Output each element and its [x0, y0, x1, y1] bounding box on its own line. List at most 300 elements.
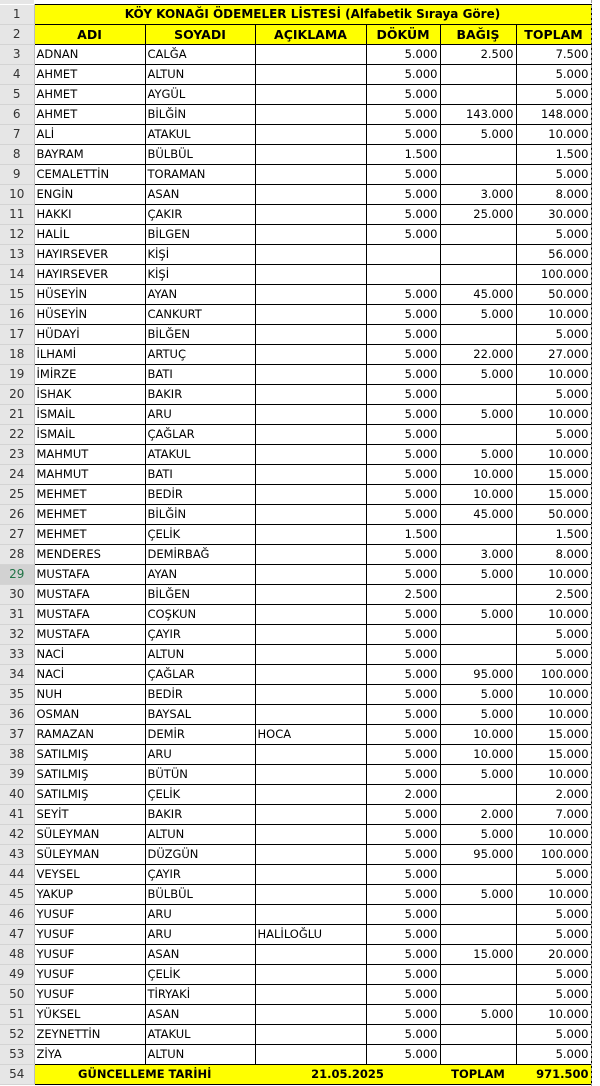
cell-bagis[interactable] [440, 225, 516, 245]
cell-bagis[interactable] [440, 165, 516, 185]
cell-soyadi[interactable]: ATAKUL [145, 445, 255, 465]
cell-dokum[interactable]: 5.000 [366, 925, 440, 945]
row-number[interactable]: 42 [0, 825, 34, 845]
cell-aciklama[interactable] [255, 445, 366, 465]
cell-soyadi[interactable]: ARU [145, 905, 255, 925]
cell-toplam[interactable]: 5.000 [516, 645, 591, 665]
row-number[interactable]: 38 [0, 745, 34, 765]
cell-bagis[interactable]: 5.000 [440, 365, 516, 385]
cell-bagis[interactable]: 5.000 [440, 705, 516, 725]
cell-adi[interactable]: HAYIRSEVER [34, 265, 145, 285]
cell-aciklama[interactable] [255, 985, 366, 1005]
cell-toplam[interactable]: 100.000 [516, 265, 591, 285]
cell-adi[interactable]: SATILMIŞ [34, 745, 145, 765]
cell-aciklama[interactable] [255, 965, 366, 985]
cell-soyadi[interactable]: KİŞİ [145, 265, 255, 285]
cell-aciklama[interactable] [255, 885, 366, 905]
cell-toplam[interactable]: 10.000 [516, 705, 591, 725]
cell-soyadi[interactable]: ALTUN [145, 65, 255, 85]
cell-adi[interactable]: HÜDAYİ [34, 325, 145, 345]
cell-bagis[interactable] [440, 985, 516, 1005]
cell-soyadi[interactable]: ALTUN [145, 1045, 255, 1065]
cell-aciklama[interactable] [255, 1025, 366, 1045]
cell-soyadi[interactable]: ÇELİK [145, 785, 255, 805]
cell-adi[interactable]: HÜSEYİN [34, 285, 145, 305]
column-header-aciklama[interactable]: AÇIKLAMA [255, 25, 366, 45]
cell-toplam[interactable]: 8.000 [516, 545, 591, 565]
cell-adi[interactable]: İSHAK [34, 385, 145, 405]
cell-dokum[interactable]: 5.000 [366, 505, 440, 525]
cell-dokum[interactable]: 5.000 [366, 605, 440, 625]
cell-aciklama[interactable] [255, 845, 366, 865]
update-date-value[interactable]: 21.05.2025 [255, 1065, 440, 1085]
cell-dokum[interactable]: 2.500 [366, 585, 440, 605]
cell-adi[interactable]: AHMET [34, 105, 145, 125]
row-number[interactable]: 24 [0, 465, 34, 485]
cell-bagis[interactable] [440, 65, 516, 85]
cell-toplam[interactable]: 10.000 [516, 685, 591, 705]
cell-adi[interactable]: YUSUF [34, 985, 145, 1005]
cell-adi[interactable]: YUSUF [34, 925, 145, 945]
cell-aciklama[interactable] [255, 1045, 366, 1065]
cell-soyadi[interactable]: BİLĞİN [145, 505, 255, 525]
row-number[interactable]: 31 [0, 605, 34, 625]
cell-dokum[interactable]: 5.000 [366, 825, 440, 845]
cell-aciklama[interactable] [255, 405, 366, 425]
cell-dokum[interactable]: 5.000 [366, 485, 440, 505]
row-number[interactable]: 20 [0, 385, 34, 405]
cell-aciklama[interactable] [255, 45, 366, 65]
cell-toplam[interactable]: 5.000 [516, 65, 591, 85]
cell-adi[interactable]: ALİ [34, 125, 145, 145]
cell-toplam[interactable]: 5.000 [516, 85, 591, 105]
cell-dokum[interactable]: 5.000 [366, 445, 440, 465]
cell-soyadi[interactable]: TİRYAKİ [145, 985, 255, 1005]
cell-dokum[interactable]: 5.000 [366, 625, 440, 645]
cell-adi[interactable]: NACİ [34, 645, 145, 665]
cell-soyadi[interactable]: BEDİR [145, 685, 255, 705]
row-number[interactable]: 23 [0, 445, 34, 465]
cell-aciklama[interactable] [255, 465, 366, 485]
cell-dokum[interactable]: 5.000 [366, 1005, 440, 1025]
cell-dokum[interactable]: 5.000 [366, 765, 440, 785]
cell-soyadi[interactable]: DÜZGÜN [145, 845, 255, 865]
cell-dokum[interactable]: 5.000 [366, 1025, 440, 1045]
cell-bagis[interactable]: 10.000 [440, 725, 516, 745]
cell-dokum[interactable]: 5.000 [366, 965, 440, 985]
row-number[interactable]: 25 [0, 485, 34, 505]
cell-bagis[interactable] [440, 785, 516, 805]
cell-toplam[interactable]: 10.000 [516, 765, 591, 785]
row-number[interactable]: 50 [0, 985, 34, 1005]
row-number[interactable]: 41 [0, 805, 34, 825]
row-number[interactable]: 35 [0, 685, 34, 705]
cell-toplam[interactable]: 56.000 [516, 245, 591, 265]
column-header-dokum[interactable]: DÖKÜM [366, 25, 440, 45]
row-number[interactable]: 22 [0, 425, 34, 445]
cell-dokum[interactable]: 5.000 [366, 205, 440, 225]
row-number[interactable]: 5 [0, 85, 34, 105]
cell-bagis[interactable] [440, 265, 516, 285]
cell-soyadi[interactable]: ÇAĞLAR [145, 425, 255, 445]
row-number[interactable]: 18 [0, 345, 34, 365]
cell-soyadi[interactable]: CANKURT [145, 305, 255, 325]
cell-dokum[interactable]: 5.000 [366, 405, 440, 425]
cell-toplam[interactable]: 148.000 [516, 105, 591, 125]
cell-soyadi[interactable]: TORAMAN [145, 165, 255, 185]
cell-aciklama[interactable] [255, 865, 366, 885]
cell-toplam[interactable]: 15.000 [516, 745, 591, 765]
cell-adi[interactable]: MENDERES [34, 545, 145, 565]
cell-soyadi[interactable]: BİLGEN [145, 225, 255, 245]
cell-soyadi[interactable]: ARU [145, 405, 255, 425]
cell-aciklama[interactable] [255, 125, 366, 145]
row-number[interactable]: 6 [0, 105, 34, 125]
cell-soyadi[interactable]: ATAKUL [145, 1025, 255, 1045]
cell-dokum[interactable]: 5.000 [366, 665, 440, 685]
row-number[interactable]: 43 [0, 845, 34, 865]
cell-bagis[interactable]: 5.000 [440, 1005, 516, 1025]
cell-soyadi[interactable]: ASAN [145, 945, 255, 965]
cell-adi[interactable]: YUSUF [34, 945, 145, 965]
cell-bagis[interactable]: 45.000 [440, 285, 516, 305]
cell-adi[interactable]: YÜKSEL [34, 1005, 145, 1025]
cell-soyadi[interactable]: ARU [145, 745, 255, 765]
cell-soyadi[interactable]: BÜLBÜL [145, 885, 255, 905]
cell-aciklama[interactable] [255, 625, 366, 645]
cell-bagis[interactable]: 5.000 [440, 305, 516, 325]
cell-aciklama[interactable] [255, 805, 366, 825]
row-number[interactable]: 40 [0, 785, 34, 805]
cell-bagis[interactable]: 5.000 [440, 605, 516, 625]
cell-aciklama[interactable] [255, 665, 366, 685]
cell-toplam[interactable]: 5.000 [516, 425, 591, 445]
cell-bagis[interactable] [440, 425, 516, 445]
cell-toplam[interactable]: 10.000 [516, 445, 591, 465]
cell-bagis[interactable]: 22.000 [440, 345, 516, 365]
cell-toplam[interactable]: 27.000 [516, 345, 591, 365]
grand-total-value[interactable]: 971.500 [516, 1065, 591, 1085]
cell-bagis[interactable]: 45.000 [440, 505, 516, 525]
sheet-title[interactable]: KÖY KONAĞI ÖDEMELER LİSTESİ (Alfabetik Sıraya Göre) [34, 5, 591, 25]
cell-toplam[interactable]: 15.000 [516, 465, 591, 485]
row-number[interactable]: 53 [0, 1045, 34, 1065]
cell-toplam[interactable]: 100.000 [516, 665, 591, 685]
cell-toplam[interactable]: 5.000 [516, 165, 591, 185]
cell-adi[interactable]: ENGİN [34, 185, 145, 205]
cell-toplam[interactable]: 10.000 [516, 405, 591, 425]
cell-toplam[interactable]: 2.000 [516, 785, 591, 805]
row-number[interactable]: 8 [0, 145, 34, 165]
cell-bagis[interactable] [440, 585, 516, 605]
cell-aciklama[interactable] [255, 1005, 366, 1025]
cell-soyadi[interactable]: BATI [145, 465, 255, 485]
cell-dokum[interactable]: 5.000 [366, 365, 440, 385]
cell-aciklama[interactable] [255, 85, 366, 105]
cell-bagis[interactable]: 95.000 [440, 665, 516, 685]
row-number[interactable]: 33 [0, 645, 34, 665]
cell-adi[interactable]: MAHMUT [34, 445, 145, 465]
row-number[interactable]: 19 [0, 365, 34, 385]
cell-adi[interactable]: NACİ [34, 665, 145, 685]
cell-toplam[interactable]: 7.500 [516, 45, 591, 65]
cell-dokum[interactable]: 5.000 [366, 425, 440, 445]
column-header-soyadi[interactable]: SOYADI [145, 25, 255, 45]
cell-adi[interactable]: MEHMET [34, 505, 145, 525]
cell-dokum[interactable]: 5.000 [366, 65, 440, 85]
cell-aciklama[interactable] [255, 105, 366, 125]
cell-bagis[interactable] [440, 1025, 516, 1045]
row-number[interactable]: 17 [0, 325, 34, 345]
cell-dokum[interactable]: 5.000 [366, 945, 440, 965]
cell-toplam[interactable]: 5.000 [516, 985, 591, 1005]
cell-adi[interactable]: SATILMIŞ [34, 785, 145, 805]
row-number[interactable]: 9 [0, 165, 34, 185]
cell-aciklama[interactable] [255, 145, 366, 165]
cell-aciklama[interactable] [255, 485, 366, 505]
cell-aciklama[interactable] [255, 945, 366, 965]
cell-adi[interactable]: MUSTAFA [34, 625, 145, 645]
cell-dokum[interactable]: 5.000 [366, 565, 440, 585]
cell-dokum[interactable]: 5.000 [366, 905, 440, 925]
cell-aciklama[interactable] [255, 905, 366, 925]
cell-bagis[interactable] [440, 925, 516, 945]
cell-toplam[interactable]: 10.000 [516, 885, 591, 905]
cell-toplam[interactable]: 10.000 [516, 825, 591, 845]
cell-bagis[interactable]: 5.000 [440, 565, 516, 585]
cell-dokum[interactable]: 5.000 [366, 845, 440, 865]
cell-adi[interactable]: HALİL [34, 225, 145, 245]
cell-toplam[interactable]: 30.000 [516, 205, 591, 225]
cell-bagis[interactable]: 2.500 [440, 45, 516, 65]
cell-aciklama[interactable] [255, 505, 366, 525]
cell-adi[interactable]: AHMET [34, 85, 145, 105]
cell-adi[interactable]: YUSUF [34, 905, 145, 925]
row-number[interactable]: 2 [0, 25, 34, 45]
cell-bagis[interactable] [440, 625, 516, 645]
cell-toplam[interactable]: 100.000 [516, 845, 591, 865]
cell-toplam[interactable]: 10.000 [516, 565, 591, 585]
cell-dokum[interactable] [366, 245, 440, 265]
cell-soyadi[interactable]: AYAN [145, 285, 255, 305]
cell-aciklama[interactable] [255, 165, 366, 185]
cell-bagis[interactable]: 2.000 [440, 805, 516, 825]
cell-adi[interactable]: YUSUF [34, 965, 145, 985]
cell-aciklama[interactable] [255, 325, 366, 345]
cell-soyadi[interactable]: BEDİR [145, 485, 255, 505]
cell-bagis[interactable]: 5.000 [440, 765, 516, 785]
cell-bagis[interactable] [440, 965, 516, 985]
cell-soyadi[interactable]: BAYSAL [145, 705, 255, 725]
row-number[interactable]: 14 [0, 265, 34, 285]
cell-adi[interactable]: MUSTAFA [34, 605, 145, 625]
row-number[interactable]: 12 [0, 225, 34, 245]
cell-aciklama[interactable] [255, 785, 366, 805]
cell-toplam[interactable]: 15.000 [516, 725, 591, 745]
cell-adi[interactable]: NUH [34, 685, 145, 705]
cell-toplam[interactable]: 10.000 [516, 605, 591, 625]
cell-adi[interactable]: CEMALETTİN [34, 165, 145, 185]
cell-soyadi[interactable]: ATAKUL [145, 125, 255, 145]
cell-adi[interactable]: İSMAİL [34, 425, 145, 445]
cell-soyadi[interactable]: COŞKUN [145, 605, 255, 625]
cell-toplam[interactable]: 2.500 [516, 585, 591, 605]
cell-adi[interactable]: YAKUP [34, 885, 145, 905]
cell-toplam[interactable]: 5.000 [516, 325, 591, 345]
cell-soyadi[interactable]: CALĞA [145, 45, 255, 65]
cell-dokum[interactable]: 5.000 [366, 345, 440, 365]
cell-adi[interactable]: MAHMUT [34, 465, 145, 485]
cell-dokum[interactable]: 5.000 [366, 885, 440, 905]
cell-aciklama[interactable] [255, 245, 366, 265]
cell-dokum[interactable]: 5.000 [366, 85, 440, 105]
cell-adi[interactable]: BAYRAM [34, 145, 145, 165]
cell-adi[interactable]: İMİRZE [34, 365, 145, 385]
cell-aciklama[interactable] [255, 425, 366, 445]
cell-aciklama[interactable]: HOCA [255, 725, 366, 745]
row-number[interactable]: 1 [0, 5, 34, 25]
cell-dokum[interactable]: 5.000 [366, 865, 440, 885]
cell-toplam[interactable]: 15.000 [516, 485, 591, 505]
cell-adi[interactable]: MEHMET [34, 485, 145, 505]
cell-bagis[interactable] [440, 1045, 516, 1065]
cell-adi[interactable]: SÜLEYMAN [34, 825, 145, 845]
row-number[interactable]: 11 [0, 205, 34, 225]
cell-bagis[interactable]: 10.000 [440, 465, 516, 485]
cell-adi[interactable]: SATILMIŞ [34, 765, 145, 785]
row-number[interactable]: 51 [0, 1005, 34, 1025]
cell-dokum[interactable]: 5.000 [366, 985, 440, 1005]
cell-adi[interactable]: SÜLEYMAN [34, 845, 145, 865]
row-number[interactable]: 21 [0, 405, 34, 425]
cell-dokum[interactable]: 5.000 [366, 805, 440, 825]
cell-aciklama[interactable] [255, 585, 366, 605]
cell-soyadi[interactable]: ÇAĞLAR [145, 665, 255, 685]
cell-adi[interactable]: SEYİT [34, 805, 145, 825]
cell-dokum[interactable]: 5.000 [366, 305, 440, 325]
cell-adi[interactable]: ADNAN [34, 45, 145, 65]
cell-aciklama[interactable] [255, 765, 366, 785]
cell-toplam[interactable]: 20.000 [516, 945, 591, 965]
row-number[interactable]: 54 [0, 1065, 34, 1085]
row-number[interactable]: 26 [0, 505, 34, 525]
spreadsheet-grid[interactable] [0, 4, 592, 1085]
cell-dokum[interactable]: 5.000 [366, 165, 440, 185]
cell-aciklama[interactable] [255, 605, 366, 625]
cell-dokum[interactable]: 1.500 [366, 525, 440, 545]
cell-dokum[interactable]: 5.000 [366, 545, 440, 565]
row-number[interactable]: 10 [0, 185, 34, 205]
cell-soyadi[interactable]: AYAN [145, 565, 255, 585]
cell-adi[interactable]: İSMAİL [34, 405, 145, 425]
cell-toplam[interactable]: 10.000 [516, 305, 591, 325]
cell-soyadi[interactable]: ÇELİK [145, 525, 255, 545]
cell-aciklama[interactable] [255, 205, 366, 225]
cell-soyadi[interactable]: ÇAYIR [145, 625, 255, 645]
cell-soyadi[interactable]: ALTUN [145, 645, 255, 665]
cell-aciklama[interactable] [255, 365, 366, 385]
cell-adi[interactable]: MEHMET [34, 525, 145, 545]
cell-dokum[interactable]: 5.000 [366, 705, 440, 725]
cell-adi[interactable]: HÜSEYİN [34, 305, 145, 325]
cell-soyadi[interactable]: ASAN [145, 1005, 255, 1025]
row-number[interactable]: 16 [0, 305, 34, 325]
cell-adi[interactable]: AHMET [34, 65, 145, 85]
cell-soyadi[interactable]: ASAN [145, 185, 255, 205]
row-number[interactable]: 34 [0, 665, 34, 685]
cell-dokum[interactable]: 5.000 [366, 105, 440, 125]
cell-bagis[interactable]: 10.000 [440, 485, 516, 505]
cell-soyadi[interactable]: ÇAKIR [145, 205, 255, 225]
cell-adi[interactable]: HAKKI [34, 205, 145, 225]
cell-bagis[interactable]: 15.000 [440, 945, 516, 965]
cell-soyadi[interactable]: KİŞİ [145, 245, 255, 265]
cell-bagis[interactable] [440, 325, 516, 345]
cell-aciklama[interactable] [255, 685, 366, 705]
cell-bagis[interactable] [440, 145, 516, 165]
cell-soyadi[interactable]: BÜLBÜL [145, 145, 255, 165]
cell-aciklama[interactable] [255, 565, 366, 585]
cell-adi[interactable]: MUSTAFA [34, 565, 145, 585]
cell-dokum[interactable]: 5.000 [366, 45, 440, 65]
cell-toplam[interactable]: 10.000 [516, 1005, 591, 1025]
cell-toplam[interactable]: 5.000 [516, 965, 591, 985]
cell-soyadi[interactable]: ÇELİK [145, 965, 255, 985]
cell-aciklama[interactable] [255, 745, 366, 765]
cell-adi[interactable]: HAYIRSEVER [34, 245, 145, 265]
cell-aciklama[interactable] [255, 305, 366, 325]
cell-bagis[interactable] [440, 245, 516, 265]
cell-aciklama[interactable] [255, 645, 366, 665]
row-number[interactable]: 30 [0, 585, 34, 605]
cell-bagis[interactable]: 3.000 [440, 185, 516, 205]
cell-aciklama[interactable]: HALİLOĞLU [255, 925, 366, 945]
cell-aciklama[interactable] [255, 65, 366, 85]
cell-bagis[interactable]: 5.000 [440, 445, 516, 465]
cell-soyadi[interactable]: ÇAYIR [145, 865, 255, 885]
cell-toplam[interactable]: 8.000 [516, 185, 591, 205]
cell-aciklama[interactable] [255, 825, 366, 845]
cell-toplam[interactable]: 1.500 [516, 145, 591, 165]
row-number[interactable]: 4 [0, 65, 34, 85]
row-number[interactable]: 28 [0, 545, 34, 565]
cell-toplam[interactable]: 5.000 [516, 925, 591, 945]
cell-adi[interactable]: İLHAMİ [34, 345, 145, 365]
row-number[interactable]: 29 [0, 565, 34, 585]
row-number[interactable]: 45 [0, 885, 34, 905]
cell-soyadi[interactable]: BAKIR [145, 805, 255, 825]
cell-dokum[interactable]: 5.000 [366, 125, 440, 145]
cell-dokum[interactable]: 5.000 [366, 725, 440, 745]
row-number[interactable]: 36 [0, 705, 34, 725]
cell-dokum[interactable]: 5.000 [366, 685, 440, 705]
cell-bagis[interactable] [440, 865, 516, 885]
cell-soyadi[interactable]: BİLĞEN [145, 325, 255, 345]
cell-toplam[interactable]: 10.000 [516, 365, 591, 385]
cell-toplam[interactable]: 50.000 [516, 505, 591, 525]
cell-dokum[interactable]: 5.000 [366, 225, 440, 245]
row-number[interactable]: 13 [0, 245, 34, 265]
cell-dokum[interactable]: 5.000 [366, 645, 440, 665]
cell-bagis[interactable] [440, 85, 516, 105]
cell-adi[interactable]: ZEYNETTİN [34, 1025, 145, 1045]
cell-toplam[interactable]: 1.500 [516, 525, 591, 545]
cell-adi[interactable]: OSMAN [34, 705, 145, 725]
cell-bagis[interactable] [440, 905, 516, 925]
cell-adi[interactable]: VEYSEL [34, 865, 145, 885]
cell-bagis[interactable]: 143.000 [440, 105, 516, 125]
cell-soyadi[interactable]: ARU [145, 925, 255, 945]
